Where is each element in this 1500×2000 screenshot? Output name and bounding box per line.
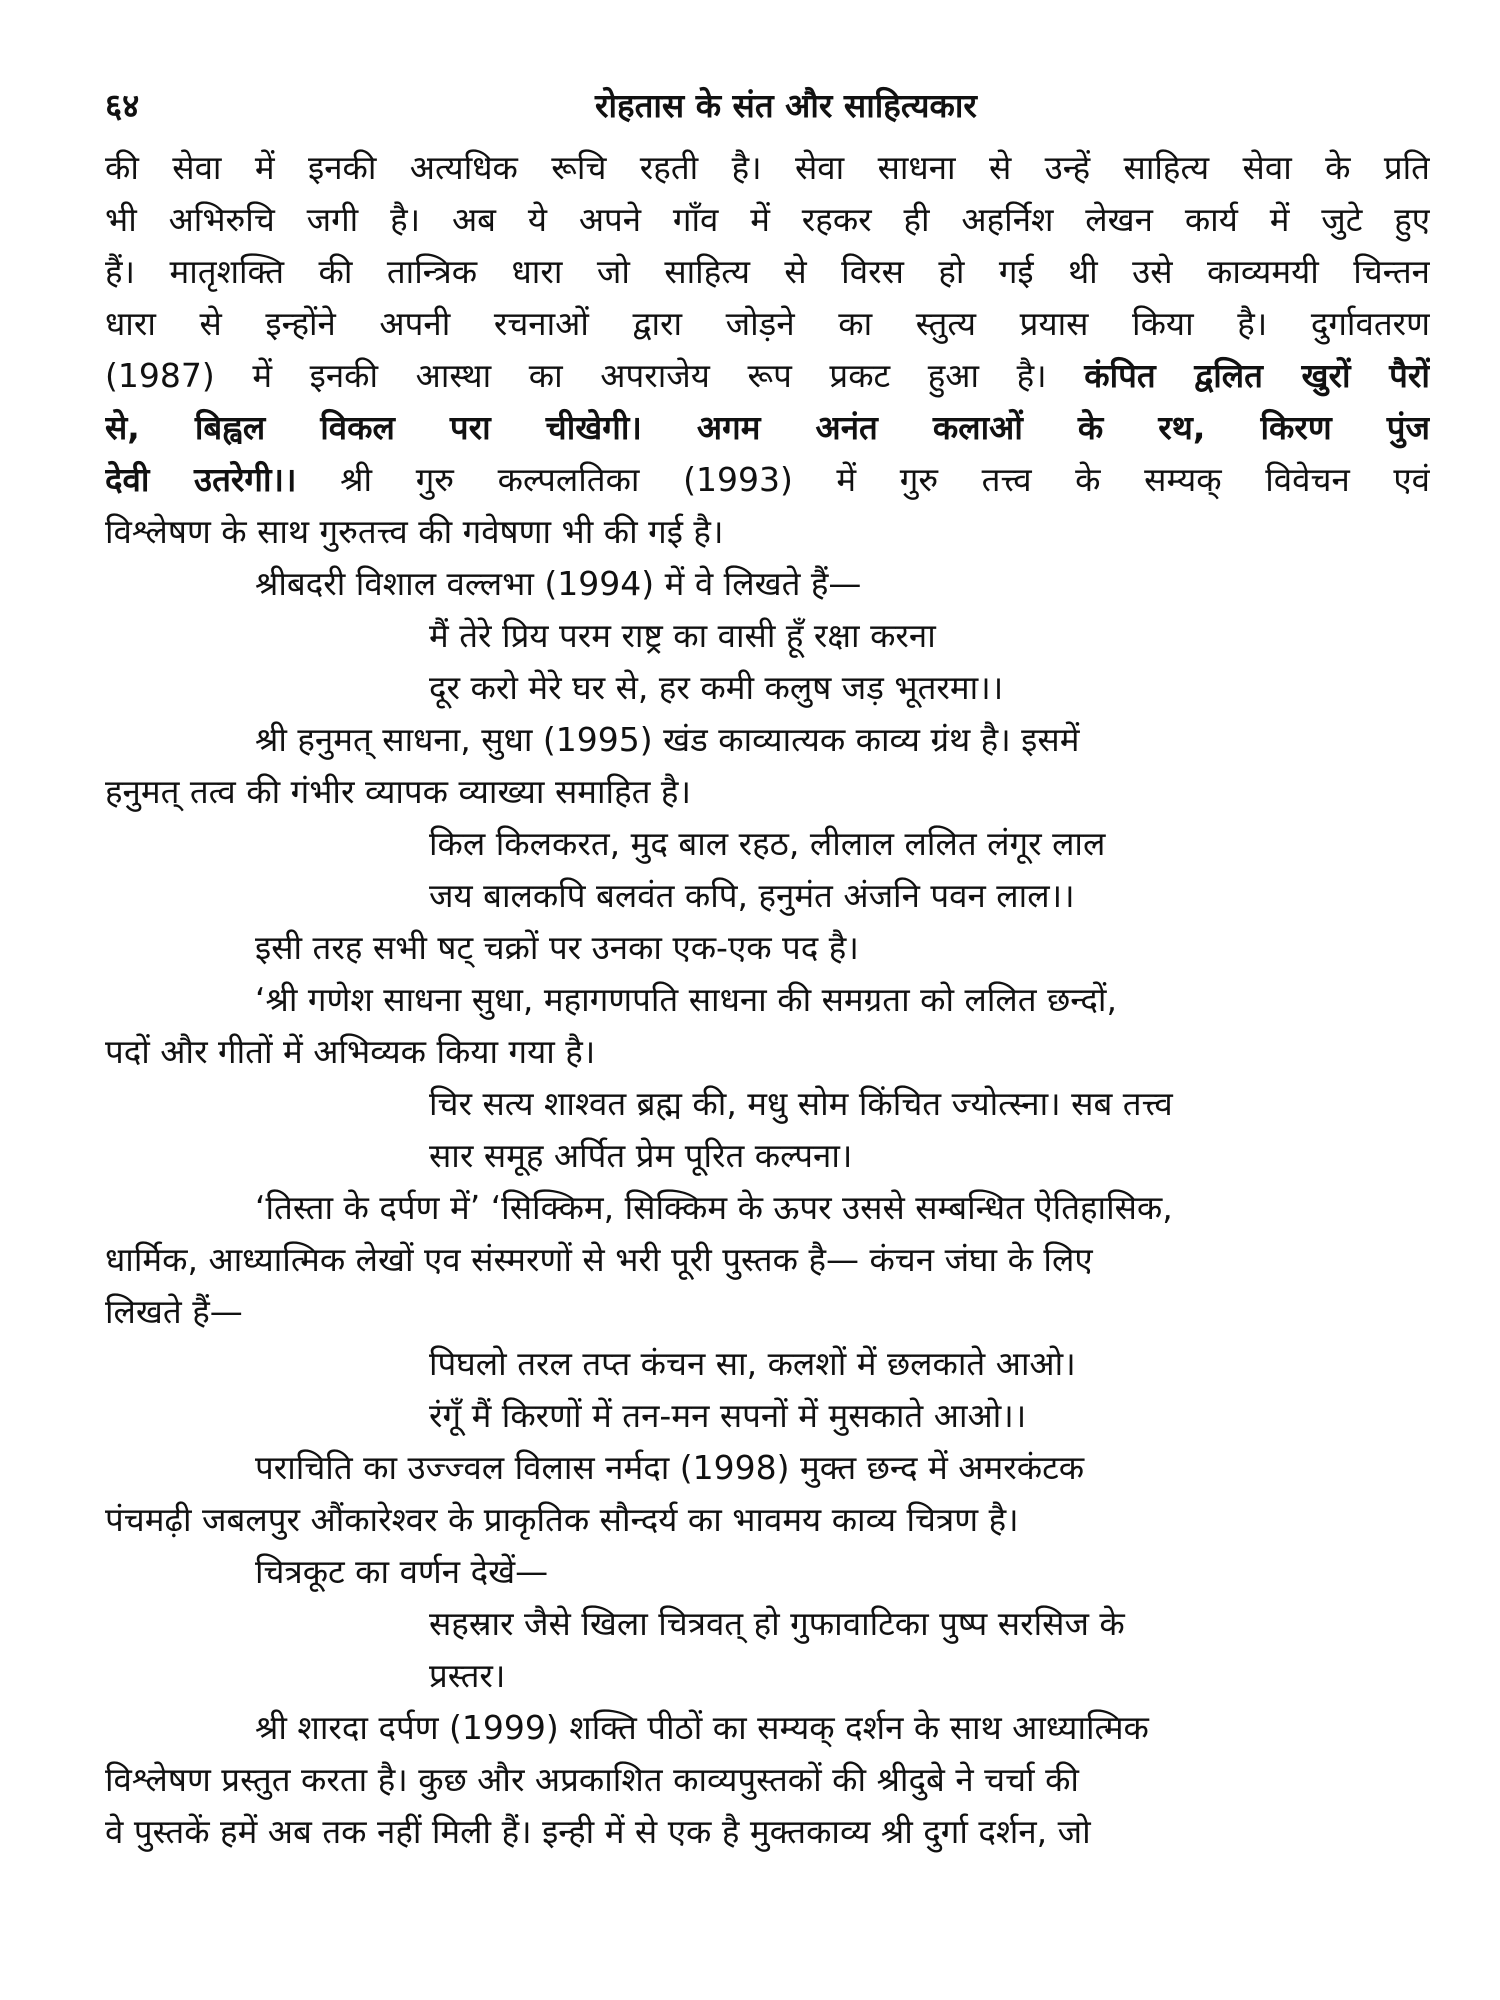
verse-line: मैं तेरे प्रिय परम राष्ट्र का वासी हूँ रक्षा करना <box>429 616 936 655</box>
bold-quote: देवी उतरेगी।। <box>105 460 297 499</box>
book-page <box>105 82 1430 1858</box>
text-line: धारा से इन्होंने अपनी रचनाओं द्वारा जोड़ने का स्तुत्य प्रयास किया है। दुर्गावतरण <box>105 304 1430 343</box>
text-line: श्रीबदरी विशाल वल्लभा (1994) में वे लिखते हैं— <box>255 564 862 603</box>
verse-line: सार समूह अर्पित प्रेम पूरित कल्पना। <box>429 1136 853 1175</box>
verse-line: प्रस्तर। <box>429 1656 506 1695</box>
text-line: भी अभिरुचि जगी है। अब ये अपने गाँव में रहकर ही अहर्निश लेखन कार्य में जुटे हुए <box>105 200 1430 239</box>
text-line <box>105 350 1430 402</box>
text-line: इसी तरह सभी षट् चक्रों पर उनका एक-एक पद है। <box>255 928 859 967</box>
text-line: वे पुस्तकें हमें अब तक नहीं मिली हैं। इन्ही में से एक है मुक्तकाव्य श्री दुर्गा दर्शन, जो <box>105 1812 1091 1851</box>
text-line: पराचिति का उज्ज्वल विलास नर्मदा (1998) मुक्त छन्द में अमरकंटक <box>255 1448 1085 1487</box>
body-text <box>105 142 1430 1858</box>
page-number: ६४ <box>105 86 140 125</box>
text-line: पदों और गीतों में अभिव्यक किया गया है। <box>105 1032 596 1071</box>
text-line: श्री हनुमत् साधना, सुधा (1995) खंड काव्यात्यक काव्य ग्रंथ है। इसमें <box>255 720 1080 759</box>
text-line: हैं। मातृशक्ति की तान्त्रिक धारा जो साहित्य से विरस हो गई थी उसे काव्यमयी चिन्तन <box>105 252 1430 291</box>
text-span: (1987) में इनकी आस्था का अपराजेय रूप प्रकट हुआ है। <box>105 356 1047 395</box>
verse-line: किल किलकरत, मुद बाल रहठ, लीलाल ललित लंगूर लाल <box>429 824 1106 863</box>
running-title: रोहतास के संत और साहित्यकार <box>595 86 977 125</box>
verse-line: पिघलो तरल तप्त कंचन सा, कलशों में छलकाते आओ। <box>429 1344 1076 1383</box>
text-line: विश्लेषण के साथ गुरुतत्त्व की गवेषणा भी की गई है। <box>105 512 724 551</box>
verse-line: चिर सत्य शाश्वत ब्रह्म की, मधु सोम किंचित ज्योत्स्ना। सब तत्त्व <box>429 1084 1173 1123</box>
text-line: की सेवा में इनकी अत्यधिक रूचि रहती है। सेवा साधना से उन्हें साहित्य सेवा के प्रति <box>105 148 1430 187</box>
verse-line: जय बालकपि बलवंत कपि, हनुमंत अंजनि पवन लाल।। <box>429 876 1075 915</box>
text-line <box>105 454 1430 506</box>
text-line: हनुमत् तत्व की गंभीर व्यापक व्याख्या समाहित है। <box>105 772 691 811</box>
text-line: चित्रकूट का वर्णन देखें— <box>255 1552 549 1591</box>
verse-line: रंगूँ मैं किरणों में तन-मन सपनों में मुसकाते आओ।। <box>429 1396 1027 1435</box>
text-line: लिखते हैं— <box>105 1292 243 1331</box>
verse-line: सहस्रार जैसे खिला चित्रवत् हो गुफावाटिका पुष्प सरसिज के <box>429 1604 1125 1643</box>
text-line: पंचमढ़ी जबलपुर औंकारेश्वर के प्राकृतिक सौन्दर्य का भावमय काव्य चित्रण है। <box>105 1500 1019 1539</box>
text-line: श्री शारदा दर्पण (1999) शक्ति पीठों का सम्यक् दर्शन के साथ आध्यात्मिक <box>255 1708 1149 1747</box>
page-header <box>105 82 1430 142</box>
bold-quote: कंपित द्वलित खुरों पैरों <box>1084 356 1430 395</box>
verse-line: दूर करो मेरे घर से, हर कमी कलुष जड़ भूतरमा।। <box>429 668 1004 707</box>
text-span: श्री गुरु कल्पलतिका (1993) में गुरु तत्त्व के सम्यक् विवेचन एवं <box>340 460 1430 499</box>
text-line: ‘तिस्ता के दर्पण में’ ‘सिक्किम, सिक्किम के ऊपर उससे सम्बन्धित ऐतिहासिक, <box>255 1188 1173 1227</box>
text-line: विश्लेषण प्रस्तुत करता है। कुछ और अप्रकाशित काव्यपुस्तकों की श्रीदुबे ने चर्चा की <box>105 1760 1079 1799</box>
text-line: ‘श्री गणेश साधना सुधा, महागणपति साधना की समग्रता को ललित छन्दों, <box>255 980 1117 1019</box>
text-line: धार्मिक, आध्यात्मिक लेखों एव संस्मरणों से भरी पूरी पुस्तक है— कंचन जंघा के लिए <box>105 1240 1093 1279</box>
bold-quote-line: से, बिह्वल विकल परा चीखेगी। अगम अनंत कलाओं के रथ, किरण पुंज <box>105 408 1430 447</box>
